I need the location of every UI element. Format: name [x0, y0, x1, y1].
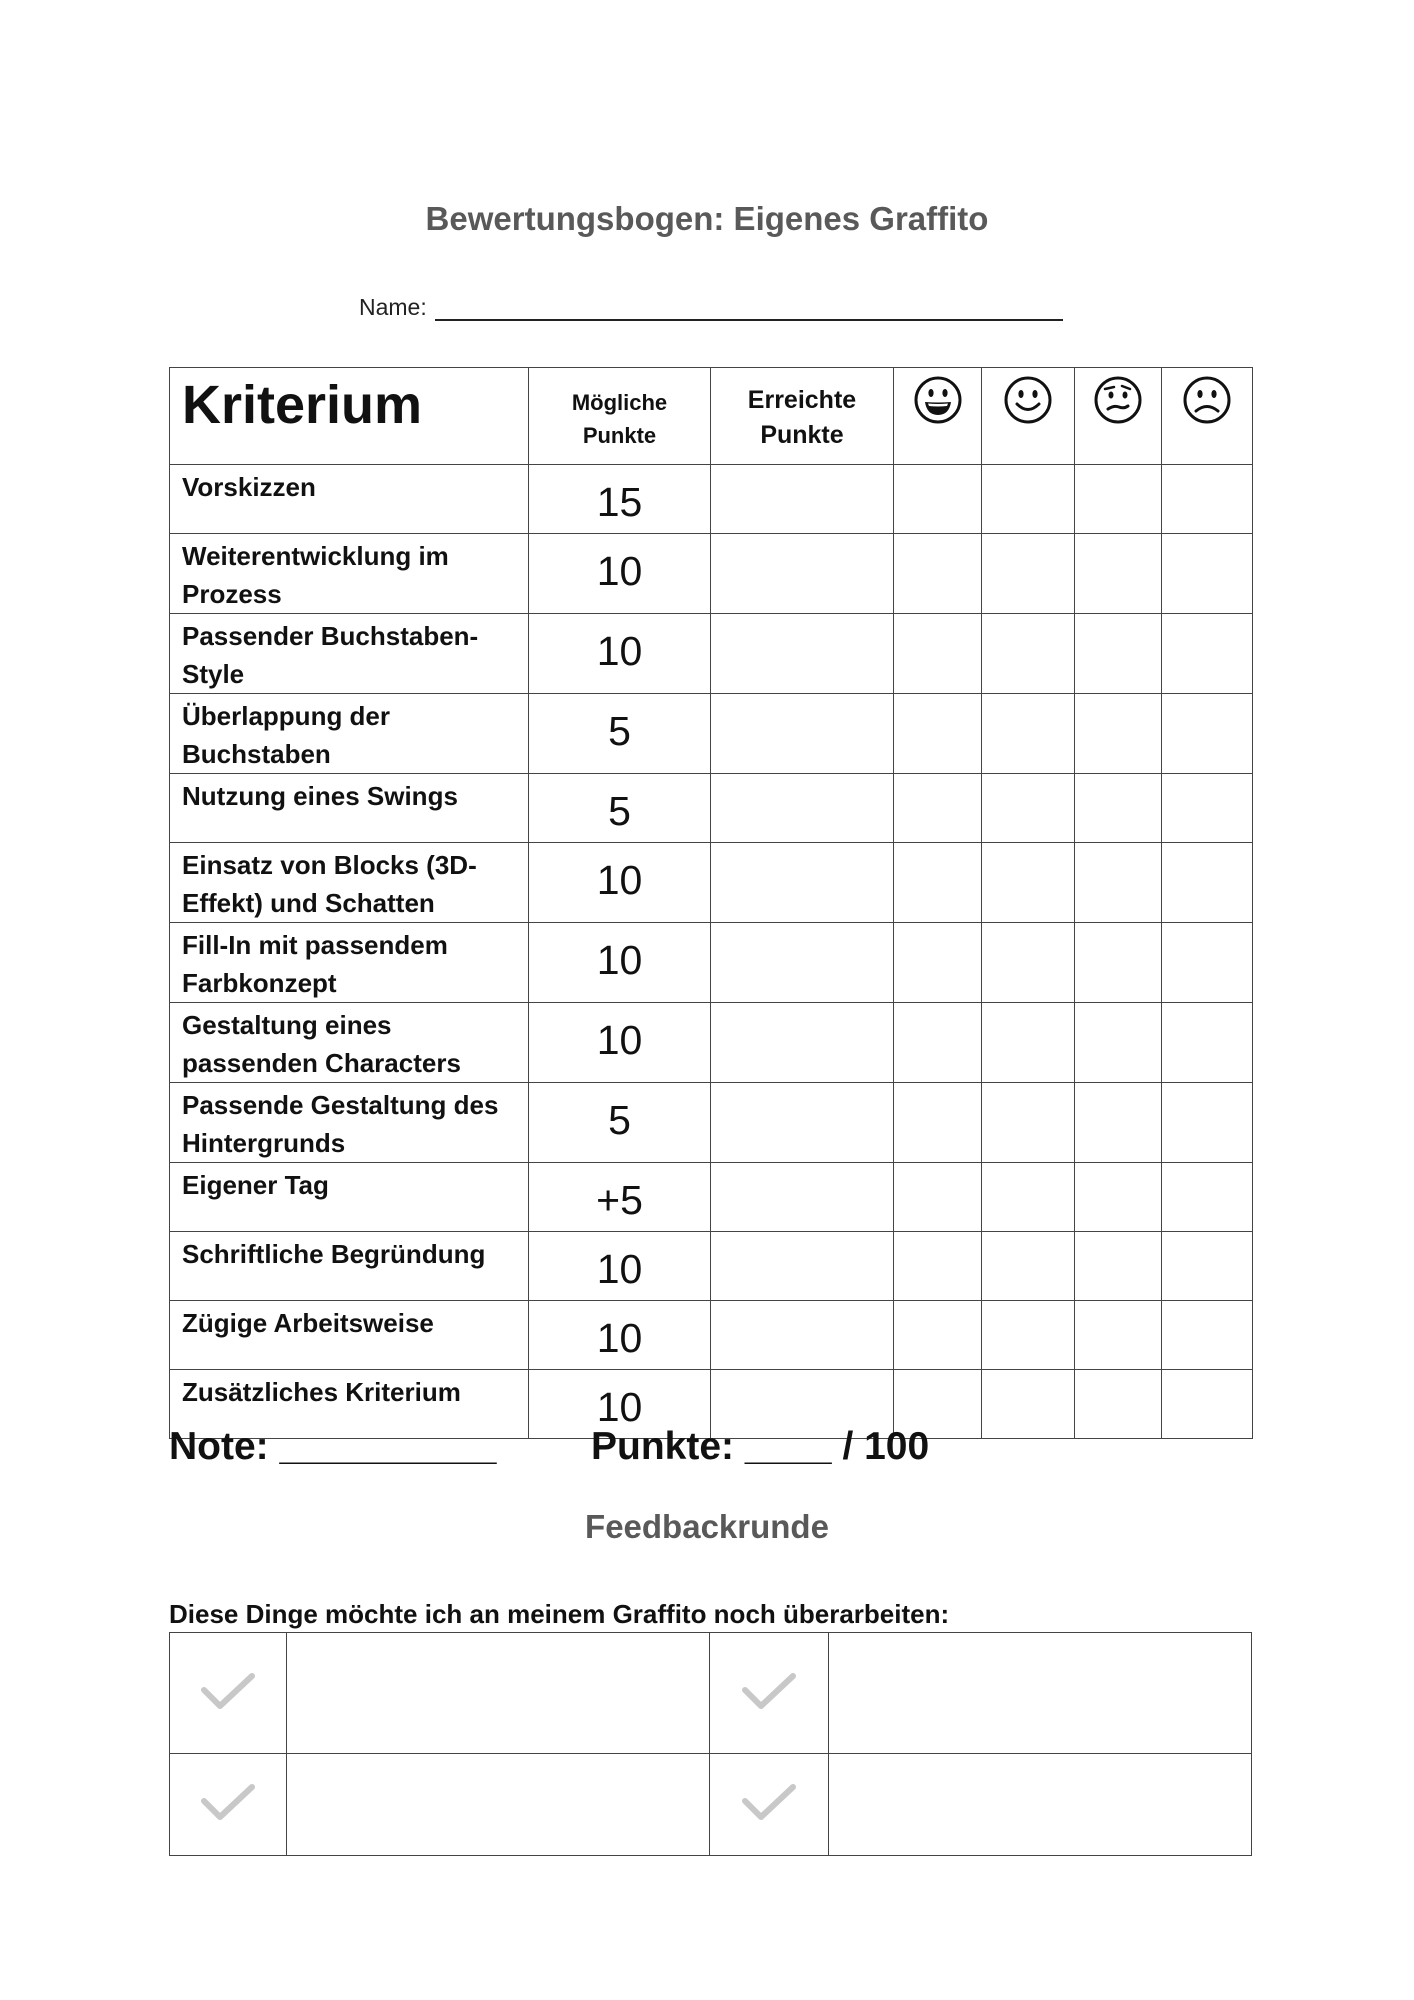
rating-cell-frowning[interactable] — [1162, 1301, 1253, 1370]
criterion-label — [170, 534, 529, 614]
possible-points: 10 — [529, 843, 711, 923]
checkmark-icon — [199, 1781, 257, 1823]
rating-cell-smiling[interactable] — [982, 534, 1075, 614]
checkmark-icon — [199, 1670, 257, 1712]
criterion-label-line: Effekt) und Schatten — [182, 888, 435, 918]
criteria-rows — [170, 465, 1253, 1439]
criterion-label-line: Zügige Arbeitsweise — [182, 1308, 434, 1338]
possible-points: 10 — [529, 1232, 711, 1301]
criterion-label-line: Zusätzliches Kriterium — [182, 1377, 461, 1407]
rating-cell-grinning[interactable] — [894, 1301, 982, 1370]
table-row — [170, 1232, 1253, 1301]
header-smiley-frowning — [1162, 368, 1253, 465]
rating-cell-frowning[interactable] — [1162, 694, 1253, 774]
rating-cell-smiling[interactable] — [982, 1163, 1075, 1232]
possible-points: 5 — [529, 774, 711, 843]
achieved-points-cell[interactable] — [711, 465, 894, 534]
rating-cell-smiling[interactable] — [982, 843, 1075, 923]
criterion-label — [170, 465, 529, 534]
criterion-label-line: Einsatz von Blocks (3D- — [182, 850, 477, 880]
header-erreichte-punkte: Erreichte Punkte — [711, 368, 894, 465]
criterion-label — [170, 774, 529, 843]
achieved-points-cell[interactable] — [711, 1232, 894, 1301]
achieved-points-cell[interactable] — [711, 614, 894, 694]
header-kriterium: Kriterium — [170, 368, 529, 465]
rating-cell-smiling[interactable] — [982, 1232, 1075, 1301]
rating-cell-grinning[interactable] — [894, 1232, 982, 1301]
possible-points: 10 — [529, 534, 711, 614]
criterion-label — [170, 923, 529, 1003]
rating-cell-frowning[interactable] — [1162, 1232, 1253, 1301]
smiling-face-icon — [1002, 374, 1054, 426]
criterion-label — [170, 1003, 529, 1083]
table-row — [170, 1301, 1253, 1370]
criterion-label — [170, 1163, 529, 1232]
punkte-line[interactable]: Punkte: ____ / 100 — [591, 1425, 930, 1468]
table-row — [170, 774, 1253, 843]
rating-cell-frowning[interactable] — [1162, 534, 1253, 614]
achieved-points-cell[interactable] — [711, 1083, 894, 1163]
criterion-label-line: Buchstaben — [182, 739, 331, 769]
criterion-label — [170, 694, 529, 774]
criterion-label — [170, 843, 529, 923]
table-row — [170, 923, 1253, 1003]
criterion-label-line: Weiterentwicklung im — [182, 541, 449, 571]
criterion-label-line: Style — [182, 659, 245, 689]
feedback-title: Feedbackrunde — [585, 1508, 829, 1545]
table-row — [170, 1003, 1253, 1083]
rating-cell-grinning[interactable] — [894, 1083, 982, 1163]
rating-cell-smiling[interactable] — [982, 923, 1075, 1003]
feedback-check-cell[interactable] — [710, 1754, 828, 1856]
rating-cell-frowning[interactable] — [1162, 1003, 1253, 1083]
rating-cell-confused[interactable] — [1075, 1003, 1162, 1083]
table-row — [170, 694, 1253, 774]
criterion-label-line: Gestaltung eines — [182, 1010, 392, 1040]
criterion-label — [170, 1232, 529, 1301]
rating-cell-confused[interactable] — [1075, 923, 1162, 1003]
rating-cell-grinning[interactable] — [894, 465, 982, 534]
table-row — [170, 465, 1253, 534]
rating-cell-confused[interactable] — [1075, 465, 1162, 534]
criterion-label-line: Überlappung der — [182, 701, 391, 731]
name-label: Name: — [359, 294, 427, 320]
feedback-table — [169, 1632, 1252, 1856]
feedback-check-cell[interactable] — [170, 1754, 287, 1856]
rating-cell-smiling[interactable] — [982, 614, 1075, 694]
header-smiley-grinning — [894, 368, 982, 465]
header-moegliche-punkte: Mögliche Punkte — [529, 368, 711, 465]
checkmark-icon — [740, 1670, 798, 1712]
rating-cell-smiling[interactable] — [982, 1083, 1075, 1163]
feedback-text-cell[interactable] — [828, 1633, 1251, 1754]
rating-cell-confused[interactable] — [1075, 1232, 1162, 1301]
name-field[interactable] — [359, 294, 1063, 321]
header-smiley-smiling — [982, 368, 1075, 465]
rating-cell-grinning[interactable] — [894, 694, 982, 774]
criterion-label-line: Nutzung eines Swings — [182, 781, 458, 811]
rating-cell-smiling[interactable] — [982, 1301, 1075, 1370]
rating-cell-grinning[interactable] — [894, 1163, 982, 1232]
criteria-table — [169, 367, 1253, 1439]
note-line[interactable]: Note: __________ — [169, 1425, 497, 1468]
achieved-points-cell[interactable] — [711, 843, 894, 923]
criterion-label — [170, 1301, 529, 1370]
feedback-text-cell[interactable] — [828, 1754, 1251, 1856]
possible-points: 5 — [529, 694, 711, 774]
possible-points: 10 — [529, 1301, 711, 1370]
achieved-points-cell[interactable] — [711, 694, 894, 774]
criterion-label-line: Eigener Tag — [182, 1170, 329, 1200]
criterion-label — [170, 614, 529, 694]
rating-cell-frowning[interactable] — [1162, 465, 1253, 534]
rating-cell-frowning[interactable] — [1162, 1083, 1253, 1163]
frowning-face-icon — [1181, 374, 1233, 426]
table-row — [170, 843, 1253, 923]
grinning-face-icon — [912, 374, 964, 426]
page-title: Bewertungsbogen: Eigenes Graffito — [425, 200, 989, 237]
rating-cell-smiling[interactable] — [982, 1003, 1075, 1083]
rating-cell-frowning[interactable] — [1162, 923, 1253, 1003]
rating-cell-frowning[interactable] — [1162, 614, 1253, 694]
achieved-points-cell[interactable] — [711, 1163, 894, 1232]
criterion-label-line: Hintergrunds — [182, 1128, 346, 1158]
criterion-label-line: Prozess — [182, 579, 282, 609]
feedback-check-cell[interactable] — [170, 1633, 287, 1754]
feedback-text-cell[interactable] — [287, 1633, 710, 1754]
criterion-label-line: Passende Gestaltung des — [182, 1090, 499, 1120]
table-row — [170, 534, 1253, 614]
rating-cell-smiling[interactable] — [982, 774, 1075, 843]
checkmark-icon — [740, 1781, 798, 1823]
rating-cell-grinning[interactable] — [894, 923, 982, 1003]
achieved-points-cell[interactable] — [711, 774, 894, 843]
rating-cell-grinning[interactable] — [894, 534, 982, 614]
rating-cell-grinning[interactable] — [894, 843, 982, 923]
rating-cell-grinning[interactable] — [894, 614, 982, 694]
rating-cell-confused[interactable] — [1075, 534, 1162, 614]
criterion-label — [170, 1083, 529, 1163]
criterion-label-line: Farbkonzept — [182, 968, 337, 998]
rating-cell-confused[interactable] — [1075, 694, 1162, 774]
criterion-label-line: passenden Characters — [182, 1048, 461, 1078]
table-row — [170, 1163, 1253, 1232]
rating-cell-confused[interactable] — [1075, 1163, 1162, 1232]
rating-cell-confused[interactable] — [1075, 614, 1162, 694]
possible-points: 10 — [529, 923, 711, 1003]
feedback-check-cell[interactable] — [710, 1633, 828, 1754]
confused-face-icon — [1092, 374, 1144, 426]
name-blank-line[interactable] — [435, 295, 1063, 321]
achieved-points-cell[interactable] — [711, 923, 894, 1003]
criterion-label-line: Fill-In mit passendem — [182, 930, 448, 960]
feedback-text-cell[interactable] — [287, 1754, 710, 1856]
rating-cell-smiling[interactable] — [982, 1370, 1075, 1439]
rating-cell-frowning[interactable] — [1162, 774, 1253, 843]
rating-cell-confused[interactable] — [1075, 1083, 1162, 1163]
feedback-label: Diese Dinge möchte ich an meinem Graffito noch überarbeiten: — [169, 1599, 950, 1629]
rating-cell-frowning[interactable] — [1162, 843, 1253, 923]
achieved-points-cell[interactable] — [711, 1003, 894, 1083]
rating-cell-smiling[interactable] — [982, 694, 1075, 774]
possible-points: 5 — [529, 1083, 711, 1163]
header-smiley-confused — [1075, 368, 1162, 465]
rating-cell-smiling[interactable] — [982, 465, 1075, 534]
possible-points: 15 — [529, 465, 711, 534]
rating-cell-confused[interactable] — [1075, 774, 1162, 843]
rating-cell-frowning[interactable] — [1162, 1370, 1253, 1439]
criterion-label-line: Vorskizzen — [182, 472, 316, 502]
rating-cell-frowning[interactable] — [1162, 1163, 1253, 1232]
rating-cell-grinning[interactable] — [894, 1003, 982, 1083]
achieved-points-cell[interactable] — [711, 1301, 894, 1370]
possible-points: 10 — [529, 1003, 711, 1083]
rating-cell-confused[interactable] — [1075, 843, 1162, 923]
rating-cell-confused[interactable] — [1075, 1301, 1162, 1370]
possible-points: +5 — [529, 1163, 711, 1232]
criterion-label-line: Passender Buchstaben- — [182, 621, 479, 651]
table-row — [170, 614, 1253, 694]
rating-cell-confused[interactable] — [1075, 1370, 1162, 1439]
possible-points: 10 — [529, 1370, 711, 1439]
criterion-label-line: Schriftliche Begründung — [182, 1239, 486, 1269]
rating-cell-grinning[interactable] — [894, 774, 982, 843]
achieved-points-cell[interactable] — [711, 534, 894, 614]
table-row — [170, 1083, 1253, 1163]
possible-points: 10 — [529, 614, 711, 694]
